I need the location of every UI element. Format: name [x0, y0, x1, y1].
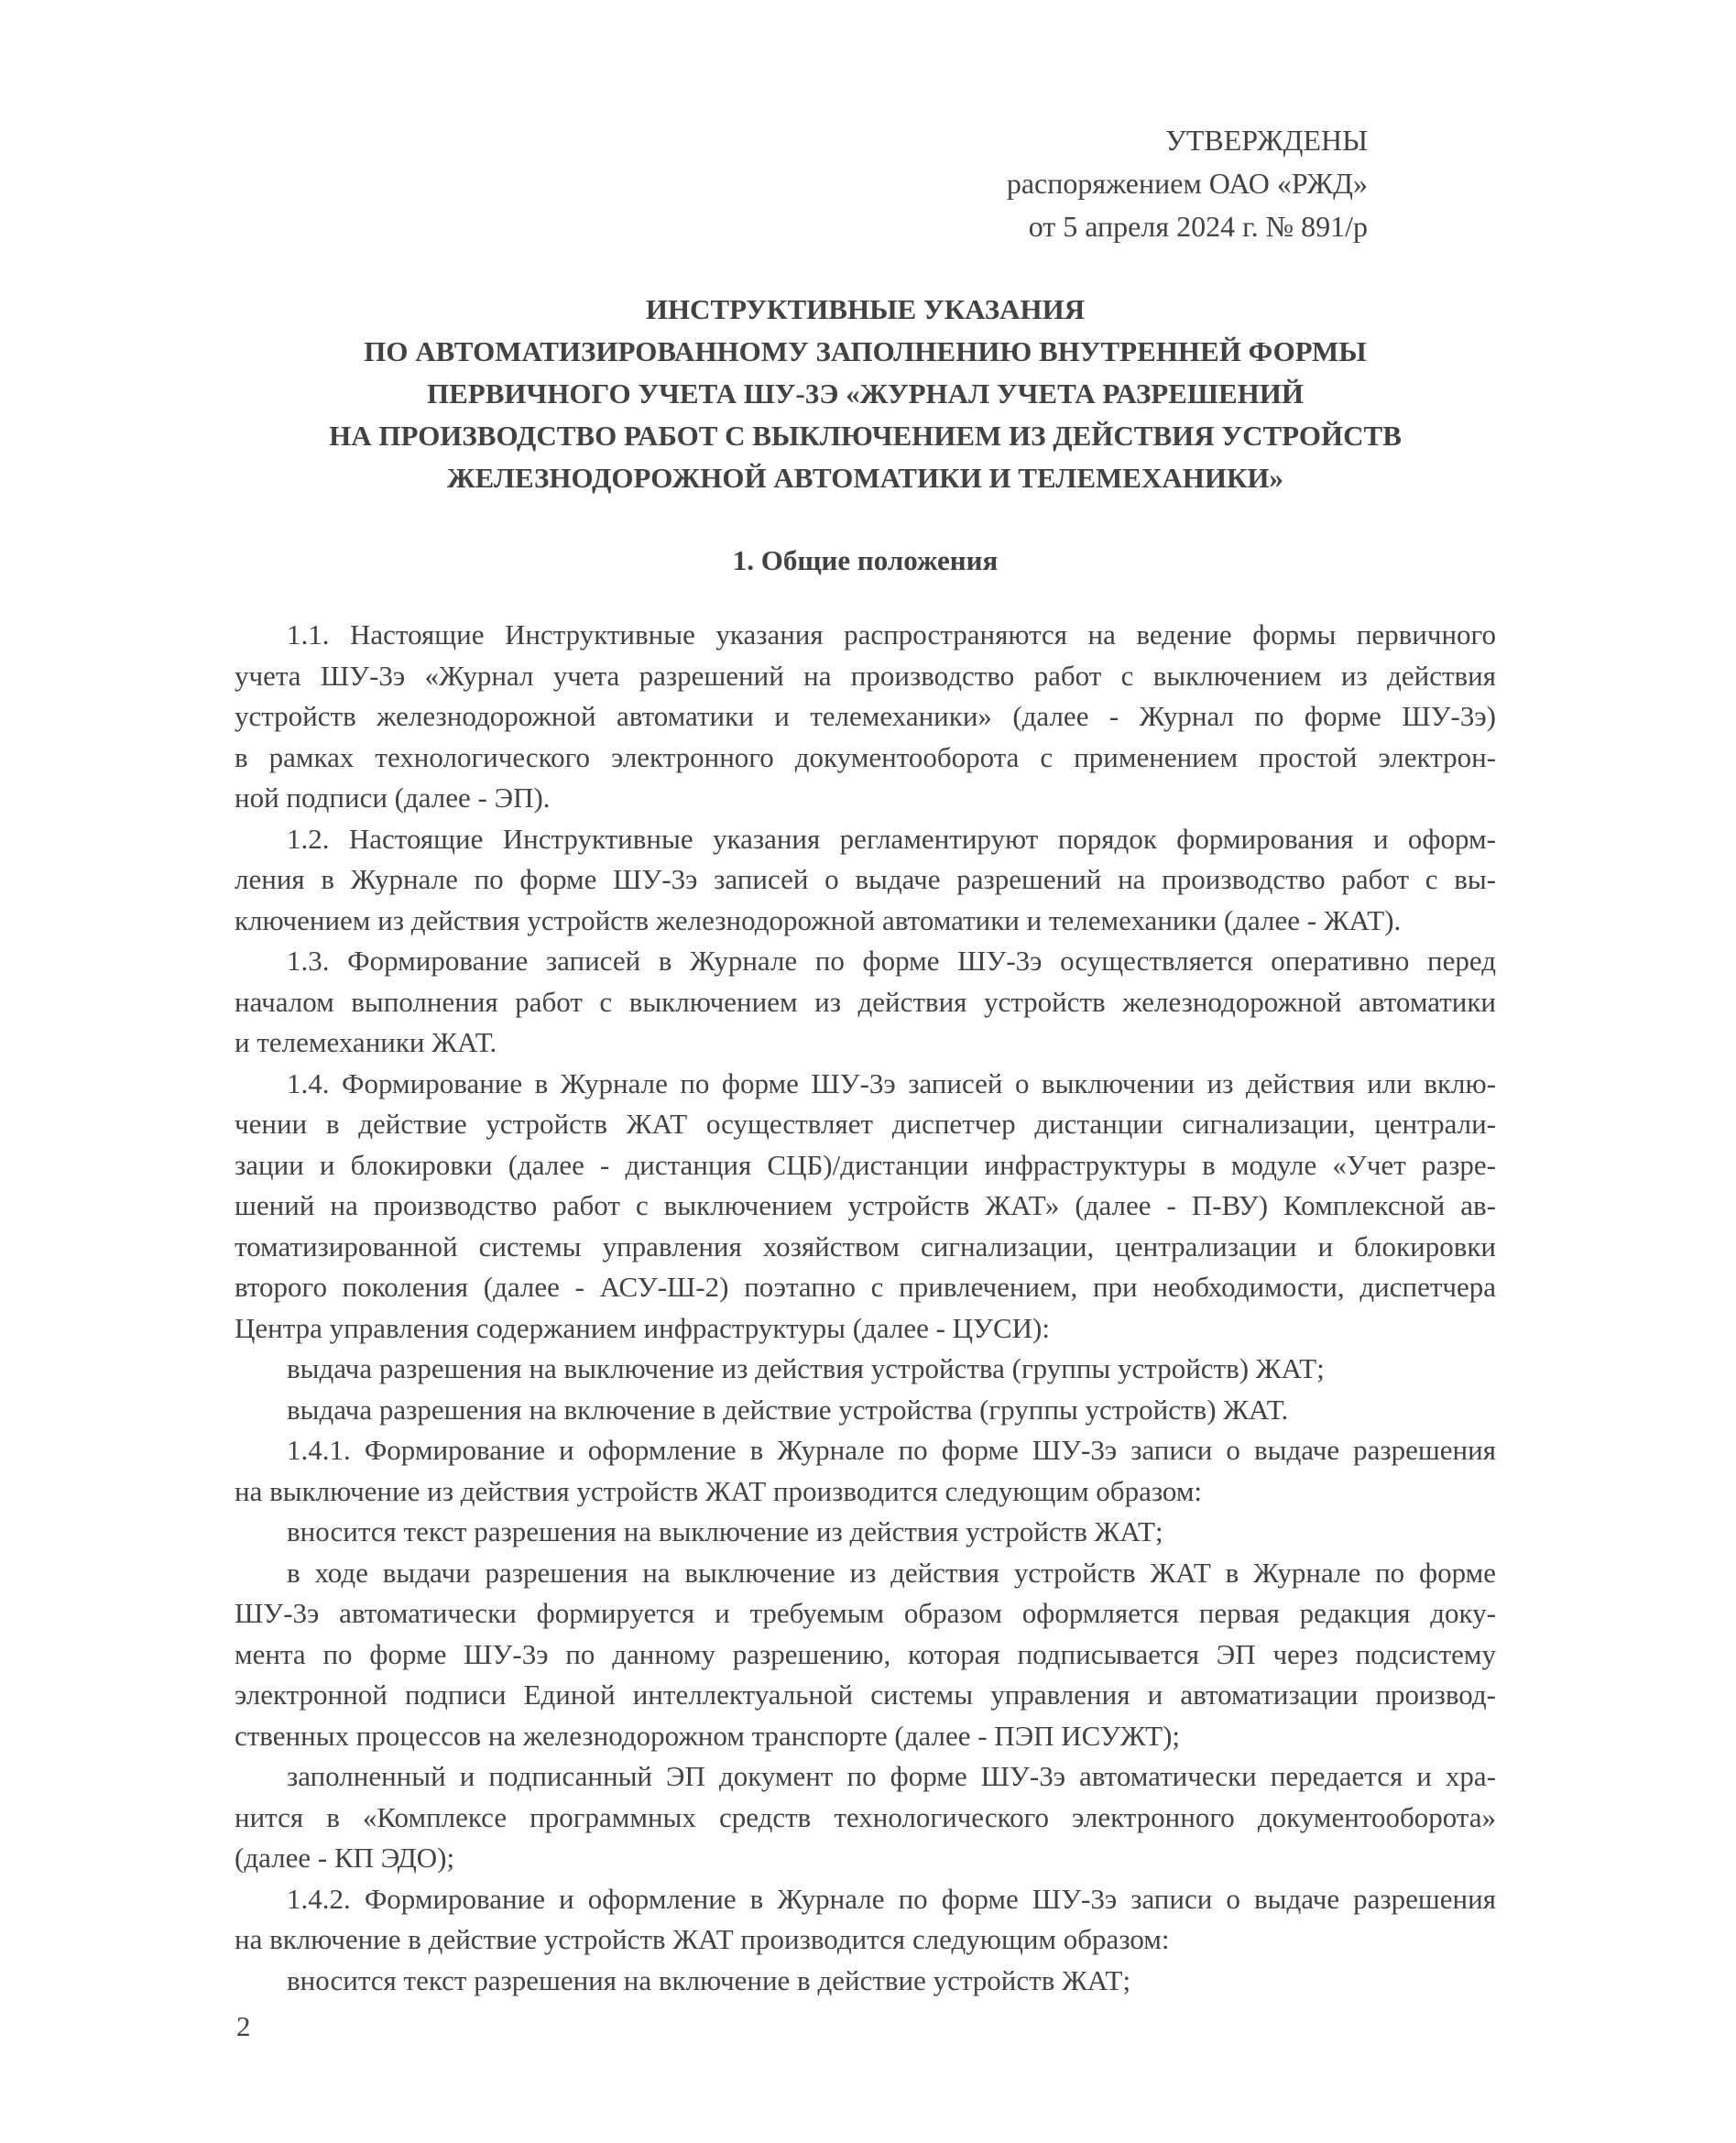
title-line: ИНСТРУКТИВНЫЕ УКАЗАНИЯ [645, 293, 1086, 325]
paragraph-line: 1.4.1. Формирование и оформление в Журнале по форме ШУ-3э записи о выдаче разрешения [287, 1434, 1496, 1466]
paragraph-line: 1.2. Настоящие Инструктивные указания регламентируют порядок формирования и оформ- [287, 822, 1496, 855]
paragraph-line: 1.3. Формирование записей в Журнале по форме ШУ-3э осуществляется оперативно перед [287, 945, 1496, 977]
paragraph-line: 1.1. Настоящие Инструктивные указания распространяются на ведение формы первичного [287, 618, 1496, 651]
paragraph-line: ключением из действия устройств железнодорожной автоматики и телемеханики (далее - ЖАТ). [235, 903, 1402, 936]
paragraph [235, 1879, 1496, 1961]
paragraph [235, 1756, 1496, 1879]
paragraph-line: нится в «Комплексе программных средств технологического электронного документооборота» [235, 1800, 1496, 1833]
paragraph [235, 1430, 1496, 1512]
approval-line: УТВЕРЖДЕНЫ [1165, 124, 1368, 157]
document-title [235, 289, 1496, 499]
paragraph [235, 1349, 1496, 1390]
paragraph-line: чении в действие устройств ЖАТ осуществляет диспетчер дистанции сигнализации, централи- [235, 1108, 1496, 1140]
paragraph [235, 1064, 1496, 1350]
paragraph [235, 1961, 1496, 2002]
paragraph-line: зации и блокировки (далее - дистанция СЦБ)/дистанции инфраструктуры в модуле «Учет разре- [235, 1148, 1496, 1181]
paragraph-line: 1.4. Формирование в Журнале по форме ШУ-3э записей о выключении из действия или вклю- [287, 1066, 1496, 1099]
paragraph [235, 1390, 1496, 1431]
paragraph-line: учета ШУ-3э «Журнал учета разрешений на производство работ с выключением из действия [235, 659, 1496, 692]
section-heading: 1. Общие положения [732, 544, 999, 576]
paragraph-line: в рамках технологического электронного документооборота с применением простой электрон- [235, 740, 1496, 773]
paragraph [235, 1512, 1496, 1553]
paragraph-line: ШУ-3э автоматически формируется и требуемым образом оформляется первая редакция доку- [235, 1597, 1496, 1629]
paragraph [235, 941, 1496, 1064]
paragraph-line: выдача разрешения на выключение из действия устройства (группы устройств) ЖАТ; [287, 1352, 1325, 1384]
paragraph-line: 1.4.2. Формирование и оформление в Журнале по форме ШУ-3э записи о выдаче разрешения [287, 1882, 1496, 1915]
paragraph-line: (далее - КП ЭДО); [235, 1842, 455, 1874]
paragraph-line: ления в Журнале по форме ШУ-3э записей о выдаче разрешений на производство работ с вы- [235, 863, 1496, 895]
paragraph [235, 1553, 1496, 1757]
document-body [235, 615, 1496, 2001]
page-number: 2 [236, 2010, 251, 2042]
paragraph-line: и телемеханики ЖАТ. [235, 1026, 497, 1058]
paragraph [235, 615, 1496, 819]
title-line: ПЕРВИЧНОГО УЧЕТА ШУ-3Э «ЖУРНАЛ УЧЕТА РАЗРЕШЕНИЙ [427, 377, 1304, 410]
paragraph-line: заполненный и подписанный ЭП документ по форме ШУ-3э автоматически передается и хра- [287, 1760, 1496, 1792]
paragraph-line: томатизированной системы управления хозяйством сигнализации, централизации и блокировки [235, 1230, 1496, 1263]
paragraph-line: шений на производство работ с выключением устройств ЖАТ» (далее - П-ВУ) Комплексной ав- [235, 1189, 1496, 1221]
paragraph-line: устройств железнодорожной автоматики и телемеханики» (далее - Журнал по форме ШУ-3э) [235, 700, 1496, 732]
paragraph-line: на выключение из действия устройств ЖАТ производится следующим образом: [235, 1474, 1203, 1507]
title-line: ПО АВТОМАТИЗИРОВАННОМУ ЗАПОЛНЕНИЮ ВНУТРЕННЕЙ ФОРМЫ [364, 335, 1367, 367]
paragraph-line: электронной подписи Единой интеллектуальной системы управления и автоматизации производ- [235, 1678, 1496, 1711]
paragraph-line: второго поколения (далее - АСУ-Ш-2) поэтапно с привлечением, при необходимости, диспетчера [235, 1271, 1496, 1303]
paragraph-line: Центра управления содержанием инфраструктуры (далее - ЦУСИ): [235, 1311, 1050, 1344]
approval-line: распоряжением ОАО «РЖД» [1006, 167, 1368, 200]
title-line: ЖЕЛЕЗНОДОРОЖНОЙ АВТОМАТИКИ И ТЕЛЕМЕХАНИКИ» [446, 462, 1284, 494]
paragraph-line: началом выполнения работ с выключением из действия устройств железнодорожной автоматики [235, 985, 1496, 1018]
paragraph-line: выдача разрешения на включение в действие устройства (группы устройств) ЖАТ. [287, 1393, 1289, 1426]
title-line: НА ПРОИЗВОДСТВО РАБОТ С ВЫКЛЮЧЕНИЕМ ИЗ ДЕЙСТВИЯ УСТРОЙСТВ [329, 420, 1402, 452]
approval-line: от 5 апреля 2024 г. № 891/р [1028, 210, 1368, 243]
paragraph-line: в ходе выдачи разрешения на выключение из действия устройств ЖАТ в Журнале по форме [287, 1556, 1496, 1589]
paragraph-line: вносится текст разрешения на включение в действие устройств ЖАТ; [287, 1963, 1131, 1996]
approval-block [235, 119, 1496, 248]
paragraph [235, 819, 1496, 942]
paragraph-line: на включение в действие устройств ЖАТ производится следующим образом: [235, 1923, 1170, 1955]
paragraph-line: ной подписи (далее - ЭП). [235, 782, 551, 814]
paragraph-line: вносится текст разрешения на выключение из действия устройств ЖАТ; [287, 1515, 1163, 1547]
paragraph-line: ственных процессов на железнодорожном транспорте (далее - ПЭП ИСУЖТ); [235, 1719, 1181, 1752]
paragraph-line: мента по форме ШУ-3э по данному разрешению, которая подписывается ЭП через подсистему [235, 1637, 1496, 1670]
